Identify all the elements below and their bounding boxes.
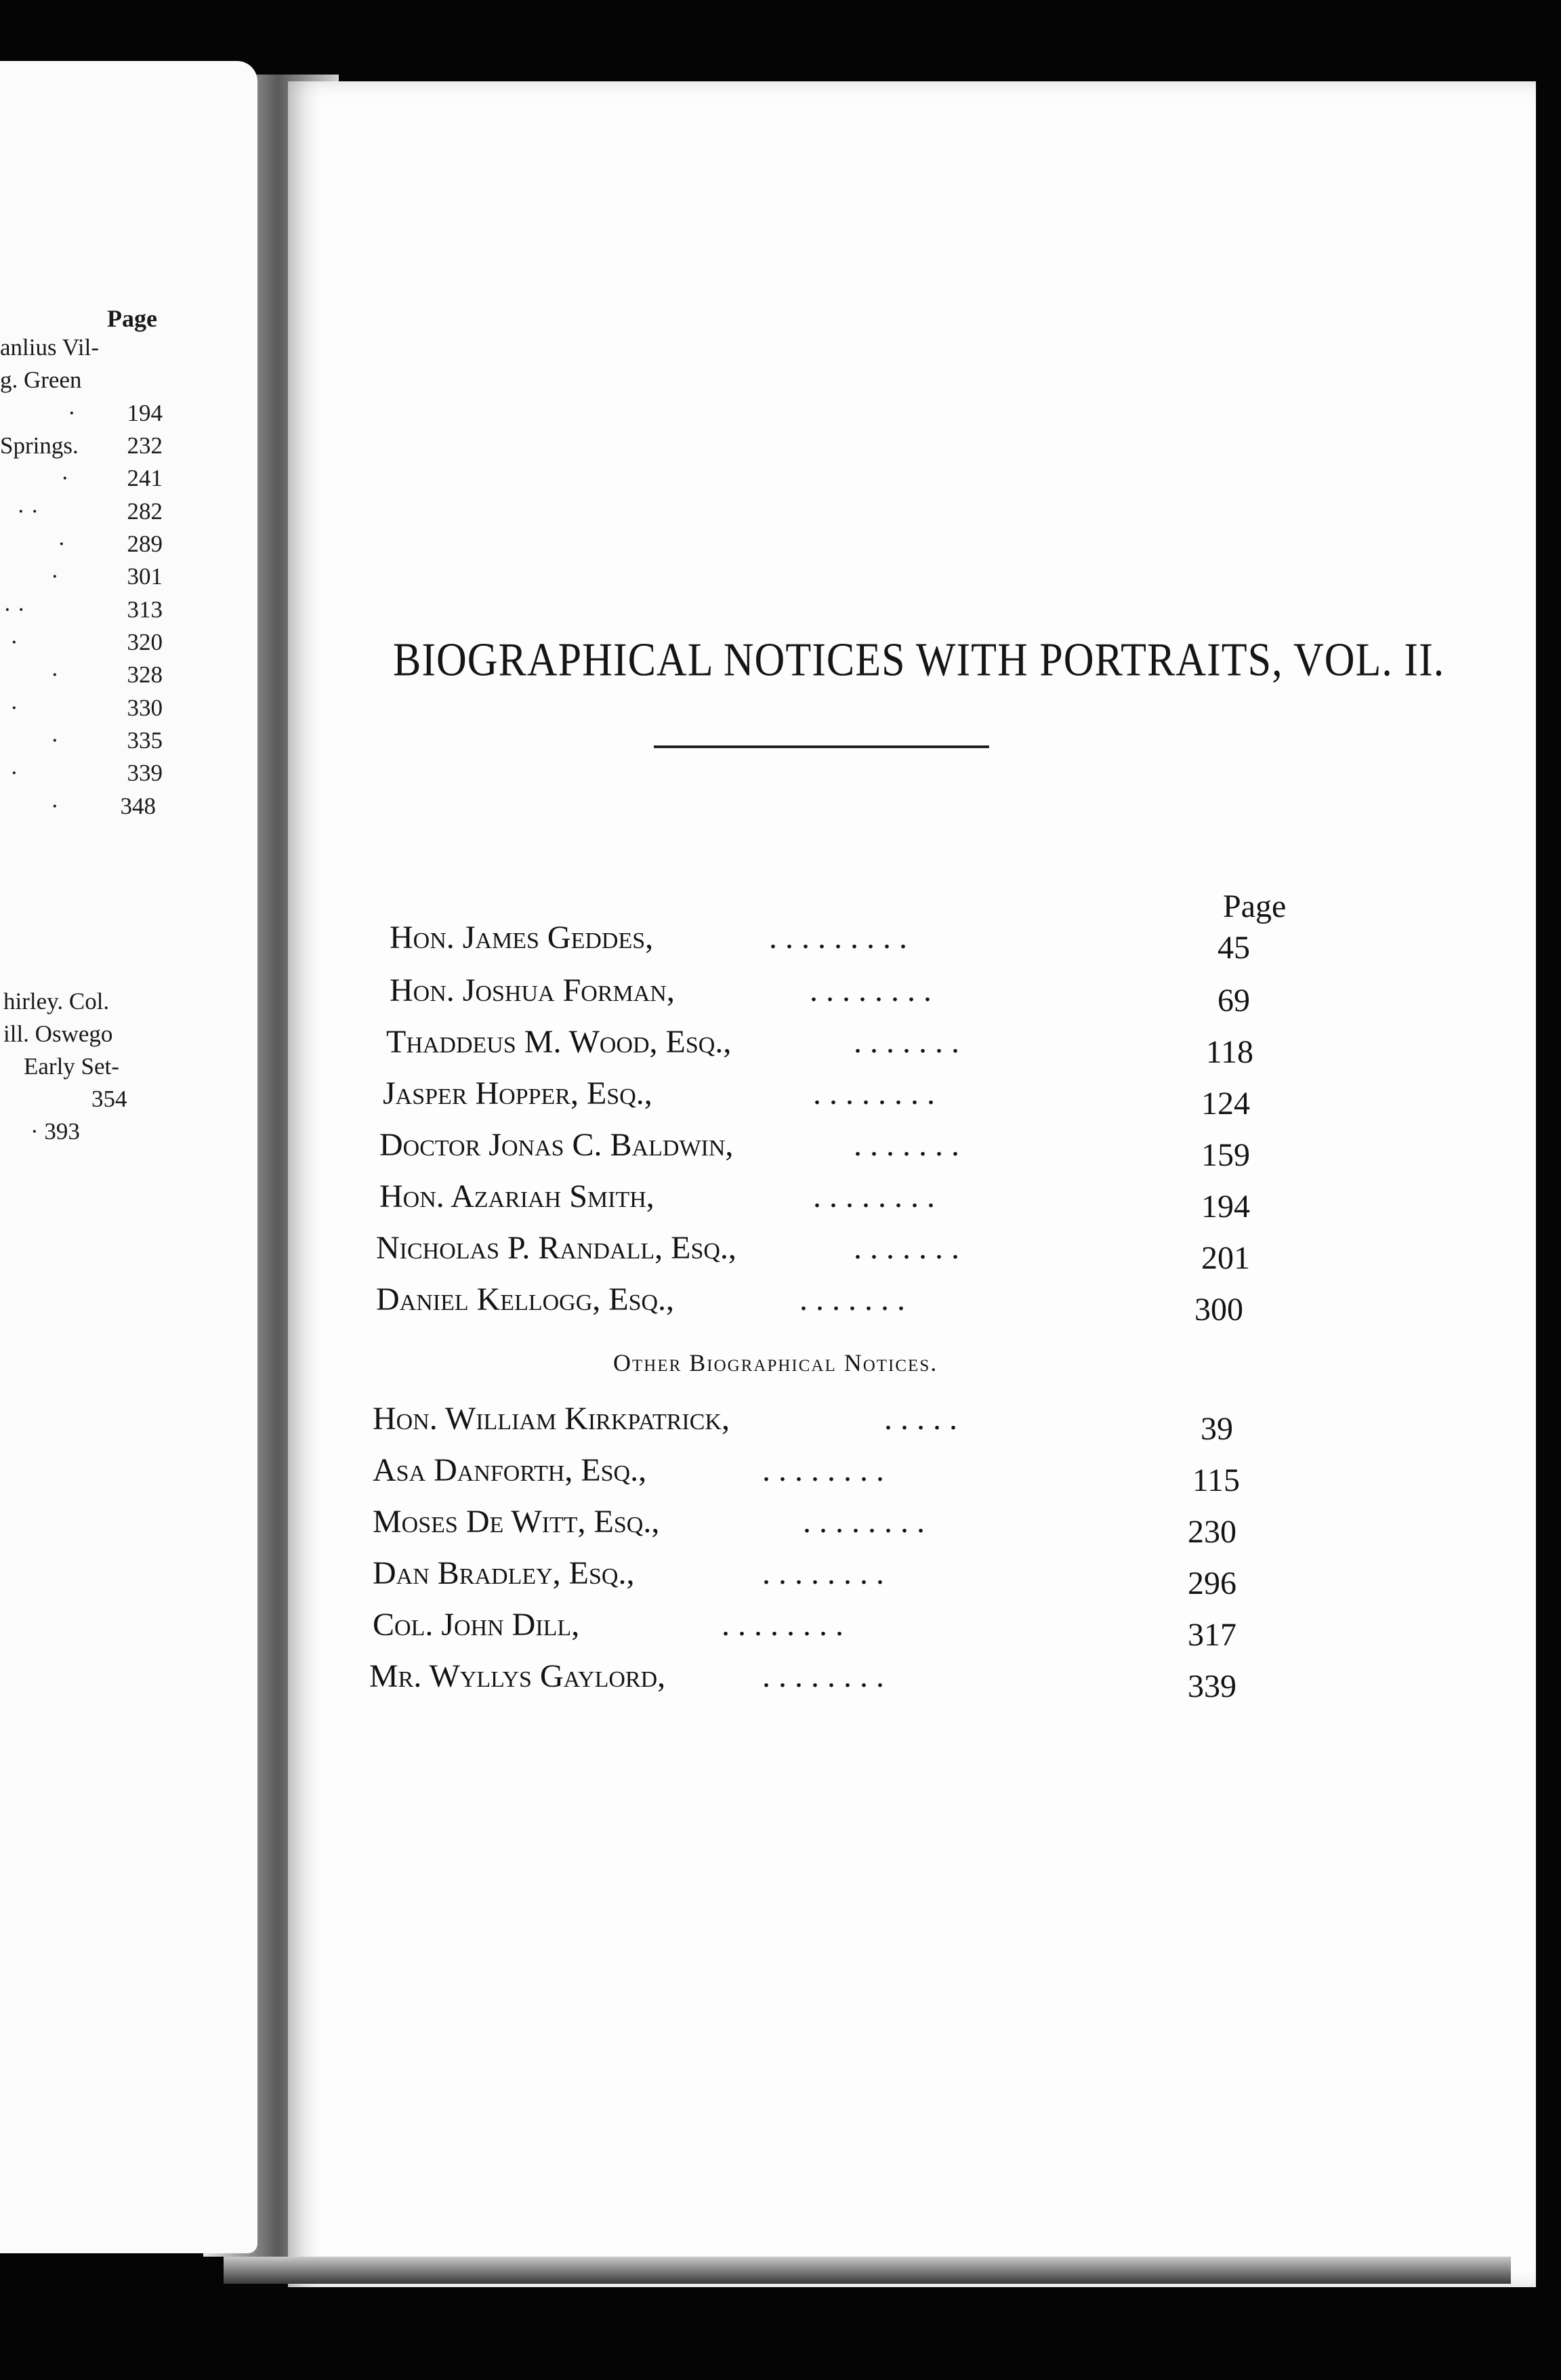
leader-dots: . . . . . . . . bbox=[722, 1607, 844, 1643]
section-heading: Other Biographical Notices. bbox=[613, 1349, 938, 1376]
notice-row bbox=[288, 1127, 1507, 1173]
title-rule bbox=[654, 745, 989, 748]
notice-page-number: 115 bbox=[1192, 1462, 1240, 1498]
page-bottom-edge bbox=[224, 2257, 1511, 2284]
notice-row bbox=[288, 920, 1507, 966]
notice-row bbox=[288, 1401, 1507, 1447]
leader-dots: . . . . . . . . bbox=[762, 1555, 884, 1591]
notice-page-number: 118 bbox=[1205, 1034, 1253, 1070]
notice-page-number: 230 bbox=[1188, 1514, 1236, 1550]
left-page-number: 241 bbox=[127, 465, 163, 491]
notice-name: Hon. Azariah Smith, bbox=[379, 1178, 654, 1214]
notice-row bbox=[288, 1281, 1507, 1328]
left-page-number: 232 bbox=[127, 432, 163, 459]
leader-dots: . . . . . . . . . bbox=[769, 920, 907, 956]
left-page-line: · 393 bbox=[30, 1118, 80, 1145]
notice-row bbox=[288, 1607, 1507, 1653]
left-page-number: 330 bbox=[127, 695, 163, 721]
previous-page-fragment bbox=[0, 61, 257, 2253]
notice-row bbox=[288, 1230, 1507, 1276]
left-page-leader-dots: · bbox=[51, 661, 59, 688]
left-page-number: 348 bbox=[120, 793, 156, 819]
left-page-leader-dots: · · bbox=[3, 596, 26, 623]
notice-row bbox=[288, 1178, 1507, 1225]
left-page-line: Springs. bbox=[0, 432, 79, 459]
notice-row bbox=[288, 972, 1507, 1019]
notice-page-number: 45 bbox=[1217, 930, 1250, 966]
left-page-number: 289 bbox=[127, 531, 163, 557]
left-page-leader-dots: · · bbox=[17, 498, 39, 525]
leader-dots: . . . . . . . . bbox=[803, 1504, 925, 1540]
notice-name: Hon. James Geddes, bbox=[390, 920, 654, 956]
leader-dots: . . . . . . . . bbox=[813, 1178, 935, 1214]
notice-page-number: 300 bbox=[1194, 1292, 1243, 1328]
left-page-leader-dots: · bbox=[10, 629, 18, 655]
notice-name: Col. John Dill, bbox=[373, 1607, 580, 1643]
notice-page-number: 339 bbox=[1188, 1668, 1236, 1704]
left-page-number: 313 bbox=[127, 596, 163, 623]
left-page-number: 328 bbox=[127, 661, 163, 688]
notice-page-number: 69 bbox=[1217, 983, 1250, 1019]
notice-page-number: 124 bbox=[1201, 1086, 1250, 1122]
notice-name: Moses De Witt, Esq., bbox=[373, 1504, 660, 1540]
notice-name: Hon. William Kirkpatrick, bbox=[373, 1401, 730, 1437]
leader-dots: . . . . . . . bbox=[799, 1281, 905, 1317]
notice-name: Dan Bradley, Esq., bbox=[373, 1555, 635, 1591]
left-page-number: 301 bbox=[127, 563, 163, 590]
notice-name: Mr. Wyllys Gaylord, bbox=[369, 1658, 666, 1694]
left-page-leader-dots: · bbox=[68, 400, 76, 426]
leader-dots: . . . . . bbox=[884, 1401, 957, 1437]
leader-dots: . . . . . . . . bbox=[762, 1452, 884, 1488]
left-page-line: 354 bbox=[91, 1086, 127, 1112]
notice-row bbox=[288, 1075, 1507, 1122]
notice-row bbox=[288, 1452, 1507, 1498]
notice-row bbox=[288, 1024, 1507, 1070]
leader-dots: . . . . . . . . bbox=[813, 1075, 935, 1111]
notice-name: Nicholas P. Randall, Esq., bbox=[376, 1230, 736, 1266]
notice-row bbox=[288, 1504, 1507, 1550]
left-page-leader-dots: · bbox=[10, 760, 18, 786]
left-page-line: hirley. Col. bbox=[3, 988, 110, 1014]
left-page-number: 339 bbox=[127, 760, 163, 786]
index-page bbox=[288, 81, 1536, 2287]
left-page-column-header: Page bbox=[107, 305, 157, 332]
leader-dots: . . . . . . . bbox=[854, 1024, 959, 1060]
notice-row bbox=[288, 1555, 1507, 1601]
left-page-leader-dots: · bbox=[61, 465, 69, 491]
notice-page-number: 159 bbox=[1201, 1137, 1250, 1173]
leader-dots: . . . . . . . . bbox=[810, 972, 932, 1008]
notice-page-number: 39 bbox=[1201, 1411, 1233, 1447]
page-title: BIOGRAPHICAL NOTICES WITH PORTRAITS, VOL. II. bbox=[393, 634, 1445, 686]
left-page-number: 282 bbox=[127, 498, 163, 525]
page-column-header: Page bbox=[1223, 888, 1287, 924]
left-page-number: 320 bbox=[127, 629, 163, 655]
left-page-leader-dots: · bbox=[10, 695, 18, 721]
left-page-line: ill. Oswego bbox=[3, 1021, 113, 1047]
left-page-line: anlius Vil- bbox=[0, 334, 99, 361]
left-page-leader-dots: · bbox=[51, 727, 59, 754]
left-page-leader-dots: · bbox=[51, 793, 59, 819]
notice-page-number: 201 bbox=[1201, 1240, 1250, 1276]
notice-name: Hon. Joshua Forman, bbox=[390, 972, 675, 1008]
left-page-line: Early Set- bbox=[24, 1053, 119, 1080]
left-page-leader-dots: · bbox=[51, 563, 59, 590]
notice-name: Thaddeus M. Wood, Esq., bbox=[386, 1024, 732, 1060]
notice-page-number: 317 bbox=[1188, 1617, 1236, 1653]
left-page-line: g. Green bbox=[0, 367, 82, 393]
notice-page-number: 296 bbox=[1188, 1565, 1236, 1601]
notice-name: Daniel Kellogg, Esq., bbox=[376, 1281, 675, 1317]
leader-dots: . . . . . . . . bbox=[762, 1658, 884, 1694]
notice-row bbox=[288, 1658, 1507, 1704]
left-page-leader-dots: · bbox=[58, 531, 66, 557]
notice-name: Jasper Hopper, Esq., bbox=[383, 1075, 652, 1111]
left-page-number: 335 bbox=[127, 727, 163, 754]
left-page-number: 194 bbox=[127, 400, 163, 426]
notice-name: Asa Danforth, Esq., bbox=[373, 1452, 647, 1488]
notice-name: Doctor Jonas C. Baldwin, bbox=[379, 1127, 734, 1163]
leader-dots: . . . . . . . bbox=[854, 1127, 959, 1163]
notice-page-number: 194 bbox=[1201, 1189, 1250, 1225]
leader-dots: . . . . . . . bbox=[854, 1230, 959, 1266]
